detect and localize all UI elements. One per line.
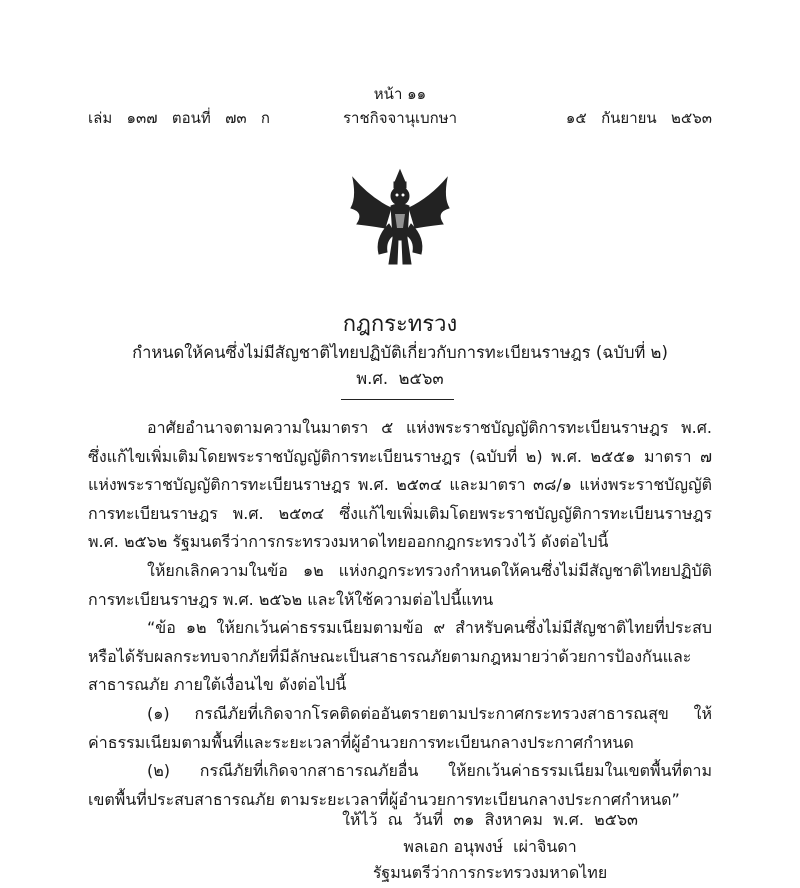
page-number: หน้า ๑๑	[373, 85, 427, 103]
body-line: ซึ่งแก้ไขเพิ่มเติมโดยพระราชบัญญัติการทะเบียนราษฎร (ฉบับที่ ๒) พ.ศ. ๒๕๕๑ มาตรา ๗	[88, 446, 712, 466]
document-subtitle: กำหนดให้คนซึ่งไม่มีสัญชาติไทยปฏิบัติเกี่ยวกับการทะเบียนราษฎร (ฉบับที่ ๒)	[132, 343, 668, 362]
divider	[341, 399, 454, 400]
body-line: การทะเบียนราษฎร พ.ศ. ๒๕๓๔ ซึ่งแก้ไขเพิ่มเติมโดยพระราชบัญญัติการทะเบียนราษฎร	[88, 503, 712, 523]
body-line: เขตพื้นที่ประสบสาธารณภัย ตามระยะเวลาที่ผู้อำนวยการทะเบียนกลางประกาศกำหนด”	[88, 789, 680, 809]
volume-issue: เล่ม ๑๓๗ ตอนที่ ๗๓ ก	[88, 109, 270, 127]
body-line: การทะเบียนราษฎร พ.ศ. ๒๕๖๒ และให้ใช้ความต่อไปนี้แทน	[88, 589, 494, 609]
garuda-emblem-icon	[345, 168, 455, 268]
body-line: ให้ยกเลิกความในข้อ ๑๒ แห่งกฎกระทรวงกำหนดให้คนซึ่งไม่มีสัญชาติไทยปฏิบัติ	[147, 560, 712, 580]
publication-date: ๑๕ กันยายน ๒๕๖๓	[565, 109, 712, 127]
body-line: “ข้อ ๑๒ ให้ยกเว้นค่าธรรมเนียมตามข้อ ๙ สำหรับคนซึ่งไม่มีสัญชาติไทยที่ประสบ	[147, 618, 712, 638]
body-line: หรือได้รับผลกระทบจากภัยที่มีลักษณะเป็นสาธารณภัยตามกฎหมายว่าด้วยการป้องกันและ	[88, 646, 692, 666]
body-line: อาศัยอำนาจตามความในมาตรา ๕ แห่งพระราชบัญญัติการทะเบียนราษฎร พ.ศ.	[147, 418, 712, 437]
signature-date: ให้ไว้ ณ วันที่ ๓๑ สิงหาคม พ.ศ. ๒๕๖๓	[342, 810, 638, 829]
signatory-name: พลเอก อนุพงษ์ เผ่าจินดา	[403, 837, 577, 856]
gazette-name: ราชกิจจานุเบกษา	[342, 109, 458, 127]
body-line: ค่าธรรมเนียมตามพื้นที่และระยะเวลาที่ผู้อำนวยการทะเบียนกลางประกาศกำหนด	[88, 732, 634, 752]
body-line: แห่งพระราชบัญญัติการทะเบียนราษฎร พ.ศ. ๒๕๓๔ และมาตรา ๓๘/๑ แห่งพระราชบัญญัติ	[88, 475, 712, 495]
body-line: (๑) กรณีภัยที่เกิดจากโรคติดต่ออันตรายตามประกาศกระทรวงสาธารณสุข ให้	[147, 703, 712, 723]
document-year: พ.ศ. ๒๕๖๓	[356, 369, 444, 388]
document-body	[88, 414, 712, 814]
document-title: กฎกระทรวง	[342, 312, 458, 337]
body-line: (๒) กรณีภัยที่เกิดจากสาธารณภัยอื่น ให้ยกเว้นค่าธรรมเนียมในเขตพื้นที่ตาม	[147, 761, 712, 781]
body-line: สาธารณภัย ภายใต้เงื่อนไข ดังต่อไปนี้	[88, 675, 347, 695]
body-line: พ.ศ. ๒๕๖๒ รัฐมนตรีว่าการกระทรวงมหาดไทยออกกฎกระทรวงไว้ ดังต่อไปนี้	[88, 532, 609, 552]
signatory-position: รัฐมนตรีว่าการกระทรวงมหาดไทย	[372, 863, 608, 882]
